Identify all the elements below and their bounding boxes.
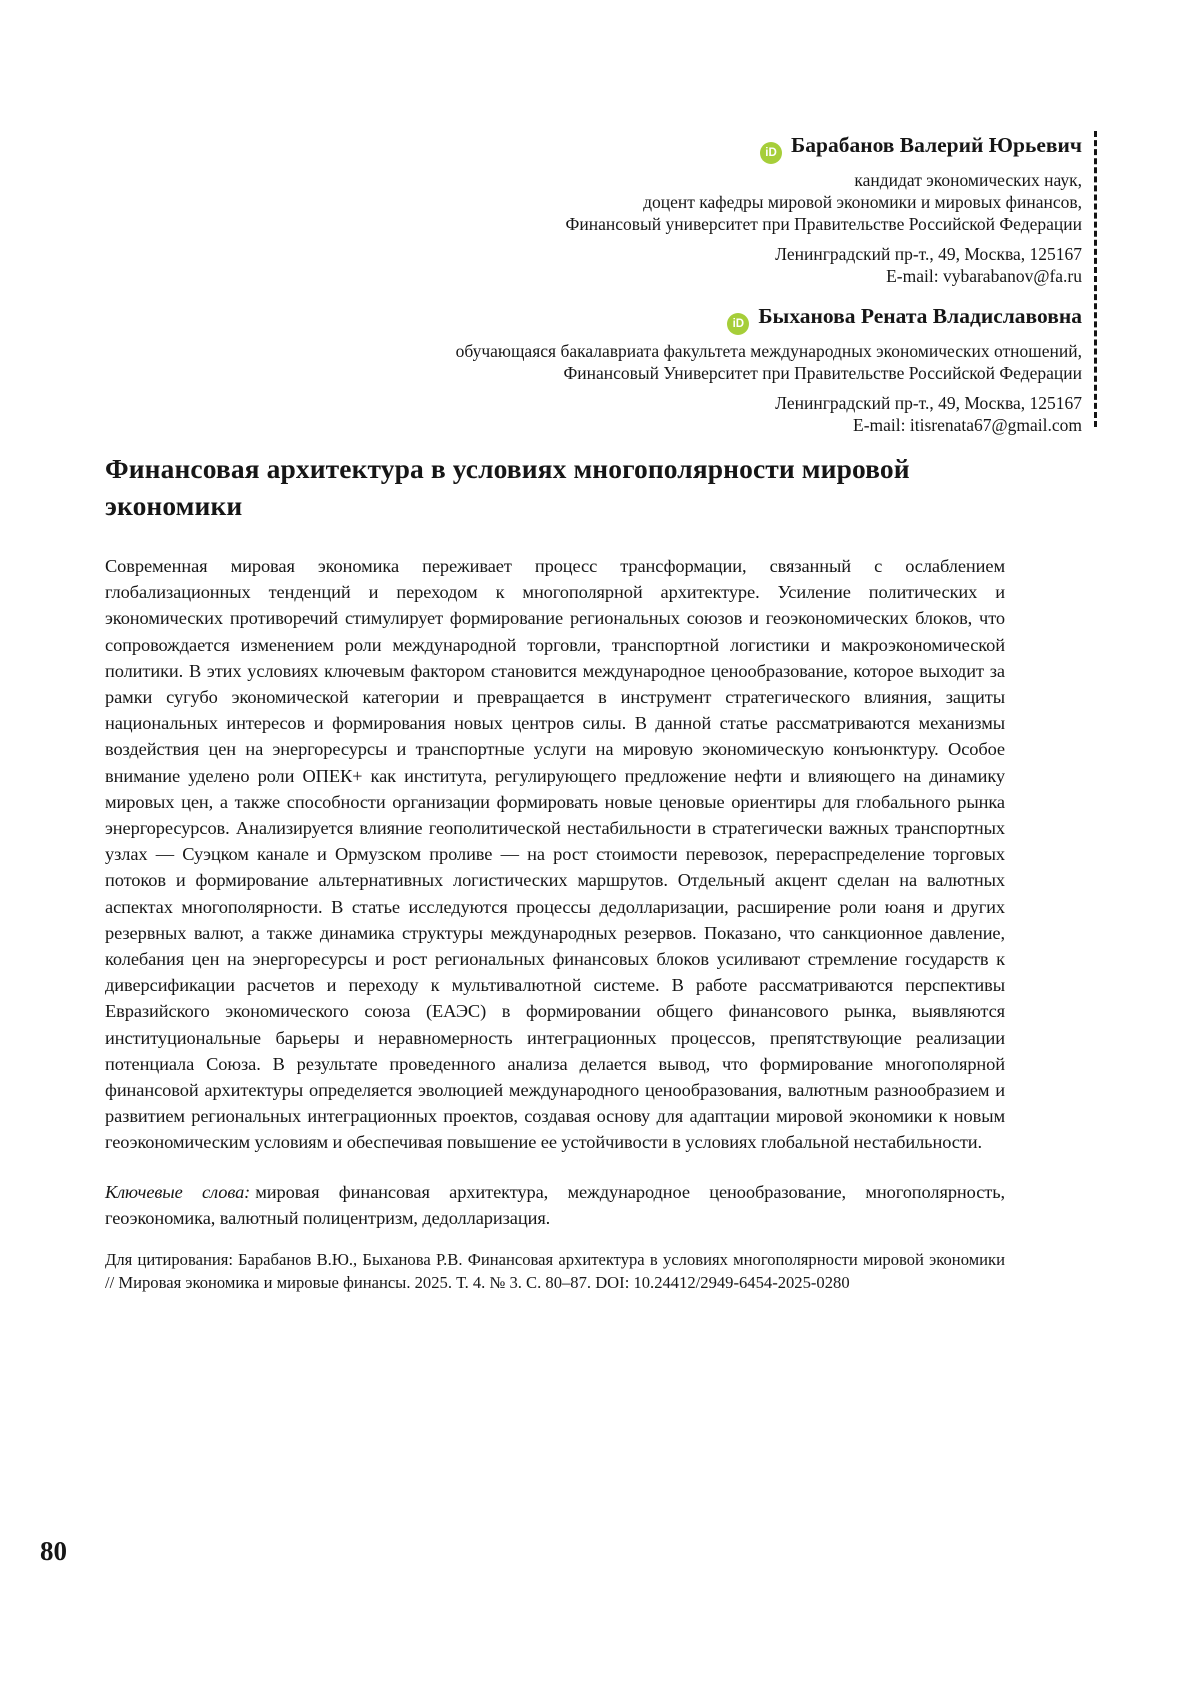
affiliation-line: обучающаяся бакалавриата факультета международных экономических отношений, [455,341,1082,361]
keywords-label: Ключевые слова: [105,1181,251,1202]
affiliation-line: Финансовый Университет при Правительстве Российской Федерации [563,363,1082,383]
abstract-text: Современная мировая экономика переживает процесс трансформации, связанный с ослаблением глобализационных тенденций и переходом к многополярной архитектуре. Усиление политических и экономических противоречий стимулирует формирование региональных союзов и геоэкономических блоков, что сопровождается изменением роли международной торговли, транспортной логистики и макроэкономической политики. В этих условиях ключевым фактором становится международное ценообразование, которое выходит за рамки сугубо экономической категории и превращается в инструмент стратегического влияния, защиты национальных интересов и формирования новых центров силы. В данной статье рассматриваются механизмы воздействия цен на энергоресурсы и транспортные услуги на мировую экономическую конъюнктуру. Особое внимание уделено роли ОПЕК+ как института, регулирующего предложение нефти и влияющего на динамику мировых цен, а также способности организации формировать новые ценовые ориентиры для глобального рынка энергоресурсов. Анализируется влияние геополитической нестабильности в стратегически важных транспортных узлах — Суэцком канале и Ормузском проливе — на рост стоимости перевозок, перераспределение торговых потоков и формирование альтернативных логистических маршрутов. Отдельный акцент сделан на валютных аспектах многополярности. В статье исследуются процессы дедолларизации, расширение роли юаня и других резервных валют, а также динамика структуры международных резервов. Показано, что санкционное давление, колебания цен на энергоресурсы и рост региональных финансовых блоков усиливают стремление государств к диверсификации расчетов и переходу к мультивалютной системе. В работе рассматриваются перспективы Евразийского экономического союза (ЕАЭС) в формировании общего финансового рынка, выявляются институциональные барьеры и неравномерность интеграционных процессов, препятствующие реализации потенциала Союза. В результате проведенного анализа делается вывод, что формирование многополярной финансовой архитектуры определяется эволюцией международного ценообразования, валютным разнообразием и развитием региональных интеграционных проектов, создавая основу для адаптации мировой экономики к новым геоэкономическим условиям и обеспечивая повышение ее устойчивости в условиях глобальной нестабильности. [105,556,1005,1153]
author-info-block [322,131,1082,436]
citation-label: Для цитирования: [105,1250,233,1270]
affiliation-line: Финансовый университет при Правительстве Российской Федерации [565,214,1082,234]
article-title: Финансовая архитектура в условиях многополярности мировой экономики [105,453,910,521]
citation-text: Барабанов В.Ю., Быханова Р.В. Финансовая архитектура в условиях многополярности мировой экономики // Мировая экономика и мировые финансы. 2025. Т. 4. № 3. С. 80–87. DOI: 10.24412/2949-6454-2025-0280 [105,1250,1005,1292]
affiliation-line: кандидат экономических наук, [854,170,1082,190]
author-address: Ленинградский пр-т., 49, Москва, 125167 [775,393,1082,413]
page-number: 80 [40,1536,67,1566]
author-email: E-mail: vybarabanov@fa.ru [886,265,1082,286]
keywords-paragraph [105,1179,1005,1231]
author-email: E-mail: itisrenata67@gmail.com [853,414,1082,435]
author-name: Быханова Рената Владиславовна [758,304,1082,328]
author-2-name-row [322,302,1082,335]
orcid-icon[interactable]: iD [727,313,749,335]
author-address: Ленинградский пр-т., 49, Москва, 125167 [775,244,1082,264]
author-2 [322,302,1082,436]
author-1-contact [322,244,1082,287]
article-main-column [105,450,1005,1311]
author-name: Барабанов Валерий Юрьевич [791,133,1082,157]
author-block-dashed-rule [1094,131,1097,427]
keywords-text: мировая финансовая архитектура, международное ценообразование, многополярность, геоэкономика, валютный полицентризм, дедолларизация. [105,1181,1005,1228]
author-1 [322,131,1082,287]
author-1-name-row [322,131,1082,164]
citation-paragraph [105,1249,1005,1294]
affiliation-line: доцент кафедры мировой экономики и мировых финансов, [643,192,1082,212]
author-2-contact [322,393,1082,436]
orcid-icon[interactable]: iD [760,142,782,164]
